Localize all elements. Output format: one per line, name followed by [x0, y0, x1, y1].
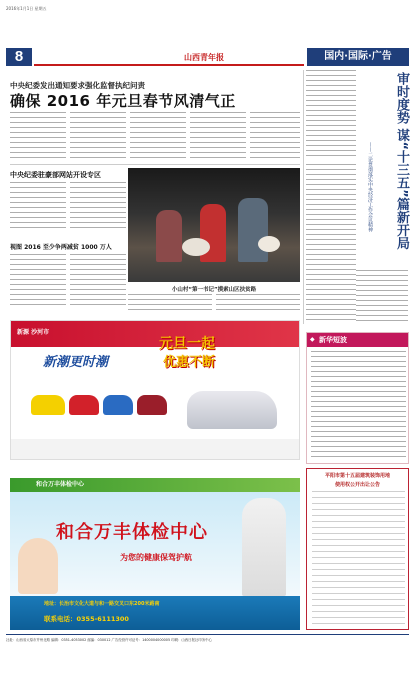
story-body-1a	[10, 182, 66, 232]
notice-table	[312, 491, 405, 625]
story-body-1b	[70, 182, 126, 232]
xinhua-briefs	[306, 332, 409, 464]
page-number: 8	[6, 48, 32, 66]
person-figure	[238, 198, 268, 262]
notice-title-2: 使用权公开出让公告	[334, 482, 380, 488]
divider	[303, 70, 304, 324]
ad-main-title: 和合万丰体检中心	[56, 522, 208, 543]
xinhua-title: ◆ 新华短波	[307, 333, 408, 347]
land-auction-notice	[306, 468, 409, 630]
car-advertisement[interactable]	[10, 320, 300, 460]
ad-top-bar: 和合万丰体检中心	[10, 478, 300, 492]
health-center-advertisement[interactable]	[10, 478, 300, 630]
story-title-2: 视图 2016 至少争两减贫 1000 万人	[10, 244, 112, 251]
promo-text-1: 元旦一起	[159, 336, 215, 352]
car-image	[69, 395, 99, 415]
lead-body-col-1	[10, 112, 66, 162]
photo-caption: 小山村“第一书记”摸索山区扶贫路	[171, 287, 257, 293]
ad-slogan: 新潮更时潮	[43, 355, 109, 370]
lead-body-col-2	[70, 112, 126, 162]
suv-image	[187, 391, 277, 429]
news-photo	[128, 168, 300, 282]
ad-footer	[11, 439, 299, 460]
date-line: 2016年1月1日 星期五	[6, 6, 47, 11]
dealer-logo: 新源 沙河市	[17, 329, 50, 336]
right-body-col-1	[306, 70, 356, 160]
person-figure	[156, 210, 182, 262]
ad-sub-title: 为您的健康保驾护航	[120, 553, 192, 562]
ad-banner	[11, 321, 299, 347]
section-label: 国内·国际·广告	[307, 48, 409, 66]
family-image	[18, 538, 58, 594]
xinhua-body	[311, 351, 406, 461]
notice-title-1: 平阳市第十五届建筑装饰用地	[324, 473, 390, 479]
header-rule	[34, 64, 304, 66]
commentary-subtitle: ——二论贯彻落实中央经济工作会议精神	[367, 142, 373, 232]
photo-story-body-a	[128, 294, 212, 314]
page-footer: 社址：山西省太原市并州北路 编辑：0351-4053002 邮编：030012 广告经营许可证号：1400004000005 印刷：山西日报社印务中心	[6, 634, 409, 644]
car-image	[31, 395, 65, 415]
doctor-image	[242, 498, 286, 596]
right-body-col-3	[356, 270, 408, 324]
promo-text-2: 优惠不断	[163, 355, 216, 370]
photo-story-body-b	[216, 294, 300, 314]
divider	[10, 164, 300, 165]
lamb-figure	[182, 238, 210, 256]
lead-kicker: 中央纪委发出通知要求强化监督执纪问责	[10, 81, 145, 90]
ad-address: 地址：长治市文化大道与和一路交叉口东200米路南	[44, 601, 160, 607]
ad-phone: 联系电话：0355-6111300	[44, 615, 129, 623]
page-header	[6, 4, 409, 65]
lamb-figure	[258, 236, 280, 252]
lead-body-col-3	[130, 112, 186, 162]
story-body-2b	[70, 254, 126, 306]
lead-body-col-5	[250, 112, 300, 162]
lead-body-col-4	[190, 112, 246, 162]
lead-headline: 确保 2016 年元旦春节风清气正	[10, 92, 236, 110]
masthead: 山西青年报	[184, 52, 224, 62]
story-body-2a	[10, 254, 66, 306]
car-image	[103, 395, 133, 415]
commentary-title: 审时度势 谋“十三五”篇新开局	[394, 72, 409, 250]
car-image	[137, 395, 167, 415]
right-body-col-2	[306, 164, 356, 324]
story-title-1: 中央纪委驻豪部网站开设专区	[10, 171, 101, 179]
newspaper-page	[6, 4, 409, 673]
